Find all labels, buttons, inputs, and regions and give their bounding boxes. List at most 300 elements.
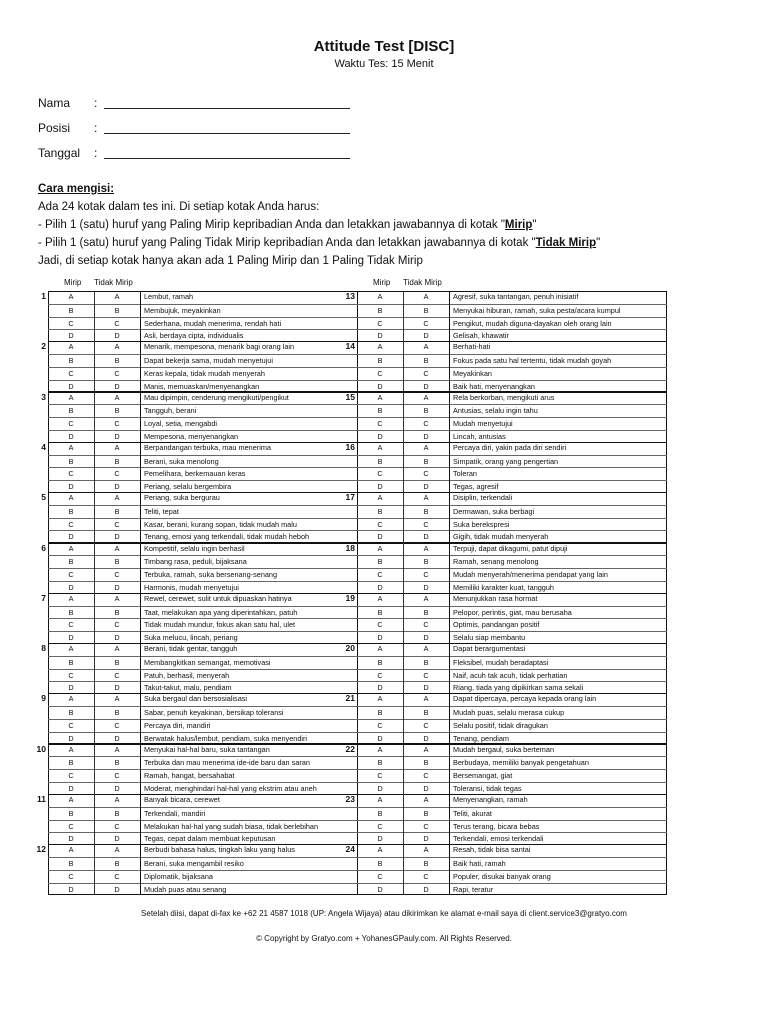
option-description: Pengikut, mudah diguna-dayakan oleh orang lain <box>453 318 612 328</box>
tidak-mirip-option[interactable]: A <box>114 442 120 452</box>
column-divider <box>449 543 450 594</box>
tidak-mirip-option[interactable]: B <box>114 607 120 617</box>
mirip-option[interactable]: B <box>377 808 383 818</box>
tidak-mirip-option[interactable]: C <box>114 720 120 730</box>
option-description: Mudah puas, selalu merasa cukup <box>453 708 565 718</box>
option-description: Memiliki karakter kuat, tangguh <box>453 582 554 592</box>
tidak-mirip-option[interactable]: B <box>423 456 429 466</box>
mirip-option[interactable]: C <box>68 469 74 479</box>
question-block <box>41 592 358 644</box>
tidak-mirip-option[interactable]: C <box>423 670 429 680</box>
mirip-option[interactable]: D <box>377 834 383 844</box>
question-block <box>345 291 667 342</box>
mirip-option[interactable]: C <box>377 670 383 680</box>
mirip-option[interactable]: C <box>377 318 383 328</box>
question-block <box>41 341 358 392</box>
tidak-mirip-option[interactable]: B <box>423 708 429 718</box>
block-number: 11 <box>37 794 46 804</box>
block-number: 1 <box>41 291 46 301</box>
mirip-option[interactable]: A <box>68 593 74 603</box>
mirip-option[interactable]: C <box>68 318 74 328</box>
mirip-option[interactable]: B <box>377 859 383 869</box>
column-divider <box>140 291 141 342</box>
tidak-mirip-option[interactable]: A <box>114 845 120 855</box>
tidak-mirip-option[interactable]: C <box>114 871 120 881</box>
tidak-mirip-option[interactable]: C <box>423 771 429 781</box>
option-description: Membangkitkan semangat, memotivasi <box>144 657 271 667</box>
option-description: Menyukai hiburan, ramah, suka pesta/acara kumpul <box>453 305 621 315</box>
mirip-option[interactable]: C <box>68 368 74 378</box>
tidak-mirip-option[interactable]: C <box>114 620 120 630</box>
option-description: Tenang, pendiam <box>453 733 509 743</box>
tidak-mirip-option[interactable]: D <box>423 884 429 894</box>
option-description: Tidak mudah mundur, fokus akan satu hal, ulet <box>144 620 296 630</box>
mirip-option[interactable]: C <box>377 871 383 881</box>
mirip-option[interactable]: D <box>68 582 74 592</box>
col-header-mirip-right: Mirip <box>373 278 391 287</box>
mirip-option[interactable]: A <box>377 795 383 804</box>
column-divider <box>140 543 141 594</box>
option-description: Periang, suka bergurau <box>144 493 220 503</box>
instructions <box>38 180 738 270</box>
mirip-option[interactable]: B <box>68 657 74 667</box>
tidak-mirip-option[interactable]: C <box>423 720 429 730</box>
tidak-mirip-option[interactable]: B <box>423 607 429 617</box>
mirip-option[interactable]: A <box>377 342 383 352</box>
mirip-option[interactable]: A <box>377 392 383 402</box>
tidak-mirip-option[interactable]: A <box>114 292 120 301</box>
tidak-mirip-option[interactable]: A <box>423 292 429 301</box>
mirip-option[interactable]: B <box>377 657 383 667</box>
tidak-mirip-option[interactable]: A <box>114 593 120 603</box>
tidak-mirip-option[interactable]: A <box>114 493 120 503</box>
tidak-mirip-option[interactable]: C <box>114 519 120 529</box>
column-divider <box>140 492 141 543</box>
date-colon: : <box>94 146 98 160</box>
option-description: Timbang rasa, peduli, bijaksana <box>144 557 247 567</box>
mirip-option[interactable]: C <box>377 419 383 429</box>
tidak-mirip-option[interactable]: D <box>114 431 120 441</box>
mirip-option[interactable]: A <box>68 442 74 452</box>
tidak-mirip-option[interactable]: A <box>423 342 429 352</box>
mirip-option[interactable]: B <box>377 506 383 516</box>
tidak-mirip-option[interactable]: A <box>423 593 429 603</box>
tidak-mirip-option[interactable]: A <box>114 543 120 553</box>
tidak-mirip-option[interactable]: C <box>114 771 120 781</box>
tidak-mirip-option[interactable]: C <box>114 318 120 328</box>
mirip-option[interactable]: B <box>68 758 74 768</box>
mirip-option[interactable]: D <box>68 331 74 341</box>
question-block <box>345 391 667 443</box>
tidak-mirip-option[interactable]: B <box>114 859 120 869</box>
question-block <box>41 542 358 594</box>
column-divider <box>449 643 450 694</box>
tidak-mirip-option[interactable]: B <box>114 708 120 718</box>
instr-2-pre: - Pilih 1 (satu) huruf yang Paling Mirip kepribadian Anda dan letakkan jawabannya di kotak " <box>38 219 505 231</box>
mirip-option[interactable]: A <box>68 292 74 301</box>
tidak-mirip-option[interactable]: A <box>423 644 429 654</box>
option-description: Percaya diri, mandiri <box>144 720 211 730</box>
question-block <box>36 844 358 895</box>
option-description: Berani, suka mengambil resiko <box>144 859 244 869</box>
column-divider <box>449 693 450 744</box>
mirip-option[interactable]: C <box>68 720 74 730</box>
column-divider <box>449 744 450 795</box>
mirip-option[interactable]: A <box>68 845 74 855</box>
mirip-option[interactable]: D <box>68 884 74 894</box>
mirip-option[interactable]: C <box>68 620 74 630</box>
option-description: Rela berkorban, mengikuti arus <box>453 392 555 402</box>
mirip-option[interactable]: A <box>68 744 74 754</box>
mirip-option[interactable]: D <box>68 431 74 441</box>
option-description: Optimis, pandangan positif <box>453 620 540 630</box>
tidak-mirip-option[interactable]: C <box>423 469 429 479</box>
option-description: Patuh, berhasil, menyerah <box>144 670 230 680</box>
block-number: 21 <box>345 693 355 704</box>
mirip-option[interactable]: B <box>68 859 74 869</box>
block-number: 6 <box>41 542 46 553</box>
column-divider <box>94 794 95 845</box>
mirip-option[interactable]: B <box>68 506 74 516</box>
mirip-option[interactable]: A <box>68 392 74 402</box>
mirip-option[interactable]: C <box>377 620 383 630</box>
mirip-option[interactable]: C <box>377 821 383 831</box>
tidak-mirip-option[interactable]: A <box>114 392 120 402</box>
mirip-option[interactable]: D <box>68 683 74 693</box>
mirip-option[interactable]: D <box>68 482 74 492</box>
column-divider <box>449 442 450 493</box>
tidak-mirip-option[interactable]: D <box>423 582 429 592</box>
tidak-mirip-option[interactable]: A <box>423 392 429 402</box>
tidak-mirip-option[interactable]: D <box>114 532 120 542</box>
block-number: 8 <box>41 643 46 654</box>
option-description: Dermawan, suka berbagi <box>453 506 535 516</box>
option-description: Agresif, suka tantangan, penuh inisiatif <box>453 292 579 301</box>
mirip-option[interactable]: C <box>68 519 74 529</box>
tidak-mirip-option[interactable]: B <box>423 859 429 869</box>
tidak-mirip-option[interactable]: C <box>114 821 120 831</box>
option-description: Populer, disukai banyak orang <box>453 871 551 881</box>
mirip-option[interactable]: A <box>68 644 74 654</box>
option-description: Dapat berargumentasi <box>453 644 526 654</box>
mirip-option[interactable]: A <box>377 694 383 704</box>
mirip-option[interactable]: A <box>377 543 383 553</box>
mirip-option[interactable]: C <box>377 720 383 730</box>
column-divider <box>449 492 450 543</box>
mirip-option[interactable]: A <box>68 795 74 804</box>
tidak-mirip-option[interactable]: D <box>114 482 120 492</box>
column-divider <box>449 291 450 342</box>
name-input-line[interactable] <box>104 108 350 109</box>
mirip-option[interactable]: C <box>68 570 74 579</box>
mirip-option[interactable]: B <box>377 708 383 718</box>
column-divider <box>94 341 95 392</box>
instructions-line-2 <box>38 216 738 234</box>
page-title: Attitude Test [DISC] <box>313 38 455 55</box>
tidak-mirip-option[interactable]: B <box>423 657 429 667</box>
col-header-tidak-mirip-right: Tidak Mirip <box>403 278 442 287</box>
column-divider <box>403 492 404 543</box>
mirip-option[interactable]: C <box>377 469 383 479</box>
block-number: 12 <box>36 844 46 855</box>
tidak-mirip-option[interactable]: B <box>114 808 120 818</box>
column-divider <box>140 794 141 845</box>
mirip-option[interactable]: B <box>377 356 383 366</box>
option-description: Suka berekspresi <box>453 519 510 529</box>
tidak-mirip-option[interactable]: D <box>423 733 429 743</box>
mirip-option[interactable]: C <box>377 519 383 529</box>
block-number: 3 <box>41 391 46 402</box>
mirip-option[interactable]: D <box>68 532 74 542</box>
block-number: 9 <box>41 693 46 704</box>
option-description: Ramah, hangat, bersahabat <box>144 771 235 781</box>
mirip-option[interactable]: A <box>377 442 383 452</box>
option-description: Suka melucu, lincah, periang <box>144 633 238 643</box>
mirip-option[interactable]: A <box>377 493 383 503</box>
tidak-mirip-option[interactable]: D <box>423 431 429 441</box>
option-description: Gigih, tidak mudah menyerah <box>453 532 549 542</box>
mirip-option[interactable]: D <box>377 532 383 542</box>
mirip-option[interactable]: B <box>377 758 383 768</box>
question-block <box>41 391 358 443</box>
column-divider <box>403 693 404 744</box>
tidak-mirip-option[interactable]: B <box>423 808 429 818</box>
tidak-mirip-option[interactable]: D <box>423 783 429 793</box>
mirip-option[interactable]: C <box>68 670 74 680</box>
block-number: 20 <box>345 643 355 654</box>
tidak-mirip-option[interactable]: A <box>423 795 429 804</box>
column-divider <box>94 543 95 594</box>
mirip-option[interactable]: D <box>377 884 383 894</box>
tidak-mirip-option[interactable]: D <box>114 582 120 592</box>
tidak-mirip-option[interactable]: D <box>423 381 429 391</box>
tidak-mirip-option[interactable]: A <box>114 744 120 754</box>
tidak-mirip-option[interactable]: B <box>114 506 120 516</box>
mirip-option[interactable]: A <box>68 342 74 352</box>
block-number: 14 <box>345 341 355 352</box>
tidak-mirip-option[interactable]: C <box>423 419 429 429</box>
tidak-mirip-option[interactable]: D <box>423 633 429 643</box>
tidak-mirip-option[interactable]: D <box>423 834 429 844</box>
tidak-mirip-option[interactable]: A <box>423 442 429 452</box>
column-divider <box>94 392 95 443</box>
question-block <box>41 643 358 694</box>
tidak-mirip-option[interactable]: B <box>423 506 429 516</box>
option-description: Meyakinkan <box>453 368 492 378</box>
mirip-option[interactable]: A <box>377 644 383 654</box>
mirip-option[interactable]: D <box>377 733 383 743</box>
tidak-mirip-option[interactable]: B <box>114 456 120 466</box>
tidak-mirip-option[interactable]: D <box>114 381 120 391</box>
tidak-mirip-option[interactable]: D <box>114 884 120 894</box>
tidak-mirip-option[interactable]: B <box>423 557 429 567</box>
tidak-mirip-option[interactable]: B <box>423 356 429 366</box>
mirip-option[interactable]: A <box>68 694 74 704</box>
column-divider <box>403 643 404 694</box>
option-description: Melakukan hal-hal yang sudah biasa, tidak berlebihan <box>144 821 319 831</box>
tidak-mirip-option[interactable]: D <box>114 633 120 643</box>
tidak-mirip-option[interactable]: C <box>423 620 429 630</box>
tidak-mirip-option[interactable]: A <box>423 543 429 553</box>
tidak-mirip-option[interactable]: D <box>114 331 120 341</box>
column-divider <box>140 341 141 392</box>
tidak-mirip-option[interactable]: B <box>423 305 429 315</box>
question-block <box>345 592 667 644</box>
question-block <box>345 794 667 845</box>
tidak-mirip-option[interactable]: D <box>114 834 120 844</box>
tidak-mirip-option[interactable]: C <box>423 570 429 579</box>
tidak-mirip-option[interactable]: A <box>114 795 120 804</box>
mirip-option[interactable]: C <box>68 821 74 831</box>
footer-submit-note: Setelah diisi, dapat di-fax ke +62 21 4587 1018 (UP: Angela Wijaya) atau dikirimkan ke alamat e-mail saya di client.service3@gratyo.com <box>141 909 627 918</box>
mirip-option[interactable]: B <box>68 557 74 567</box>
mirip-option[interactable]: C <box>68 871 74 881</box>
tidak-mirip-option[interactable]: C <box>423 519 429 529</box>
tidak-mirip-option[interactable]: B <box>114 758 120 768</box>
option-description: Berpandangan terbuka, mau menerima <box>144 442 271 452</box>
question-block <box>345 693 667 744</box>
column-divider <box>403 442 404 493</box>
option-description: Mudah bergaul, suka berteman <box>453 744 555 754</box>
position-colon: : <box>94 121 98 135</box>
mirip-option[interactable]: B <box>68 607 74 617</box>
tidak-mirip-option[interactable]: B <box>423 758 429 768</box>
option-description: Taat, melakukan apa yang diperintahkan, patuh <box>144 607 298 617</box>
tidak-mirip-option[interactable]: C <box>423 318 429 328</box>
mirip-option[interactable]: C <box>377 368 383 378</box>
option-description: Banyak bicara, cerewet <box>144 795 220 804</box>
tidak-mirip-option[interactable]: D <box>114 733 120 743</box>
tidak-mirip-option[interactable]: A <box>114 694 120 704</box>
option-description: Mudah menyerah/menerima pendapat yang lain <box>453 570 608 579</box>
mirip-option[interactable]: B <box>377 305 383 315</box>
tidak-mirip-option[interactable]: D <box>423 331 429 341</box>
col-header-mirip-left: Mirip <box>64 278 82 287</box>
mirip-option[interactable]: C <box>377 570 383 579</box>
tidak-mirip-option[interactable]: B <box>114 657 120 667</box>
mirip-option[interactable]: D <box>68 783 74 793</box>
tidak-mirip-option[interactable]: A <box>423 845 429 855</box>
tidak-mirip-option[interactable]: C <box>423 871 429 881</box>
column-divider <box>94 844 95 895</box>
tidak-mirip-option[interactable]: D <box>423 482 429 492</box>
tidak-mirip-option[interactable]: D <box>423 532 429 542</box>
column-divider <box>94 643 95 694</box>
tidak-mirip-option[interactable]: A <box>114 342 120 352</box>
mirip-option[interactable]: B <box>68 305 74 315</box>
option-description: Loyal, setia, mengabdi <box>144 419 218 429</box>
position-input-line[interactable] <box>104 133 350 134</box>
option-description: Ramah, senang menolong <box>453 557 539 567</box>
mirip-option[interactable]: B <box>68 808 74 818</box>
option-description: Riang, tiada yang dipikirkan sama sekali <box>453 683 584 693</box>
tidak-mirip-option[interactable]: A <box>423 493 429 503</box>
mirip-option[interactable]: A <box>377 292 383 301</box>
question-block <box>41 693 358 744</box>
option-description: Berani, tidak gentar, tangguh <box>144 644 238 654</box>
tidak-mirip-option[interactable]: B <box>114 557 120 567</box>
tidak-mirip-option[interactable]: C <box>114 419 120 429</box>
mirip-option[interactable]: C <box>68 771 74 781</box>
tidak-mirip-option[interactable]: B <box>114 406 120 416</box>
mirip-option[interactable]: D <box>377 431 383 441</box>
column-divider <box>403 341 404 392</box>
mirip-option[interactable]: A <box>377 845 383 855</box>
tidak-mirip-option[interactable]: C <box>114 469 120 479</box>
tidak-mirip-option[interactable]: C <box>114 368 120 378</box>
mirip-option[interactable]: D <box>68 834 74 844</box>
mirip-option[interactable]: B <box>377 557 383 567</box>
mirip-option[interactable]: B <box>68 356 74 366</box>
question-block <box>41 441 358 493</box>
option-description: Tenang, emosi yang terkendali, tidak mudah heboh <box>144 532 310 542</box>
instructions-line-4: Jadi, di setiap kotak hanya akan ada 1 Paling Mirip dan 1 Paling Tidak Mirip <box>38 255 423 267</box>
mirip-option[interactable]: D <box>377 582 383 592</box>
tidak-mirip-option[interactable]: D <box>114 683 120 693</box>
mirip-option[interactable]: D <box>377 331 383 341</box>
tidak-mirip-option[interactable]: A <box>114 644 120 654</box>
mirip-option[interactable]: B <box>68 406 74 416</box>
option-description: Naif, acuh tak acuh, tidak perhatian <box>453 670 568 680</box>
mirip-option[interactable]: C <box>68 419 74 429</box>
mirip-option[interactable]: D <box>377 381 383 391</box>
block-number: 13 <box>345 291 355 301</box>
mirip-option[interactable]: A <box>68 543 74 553</box>
tidak-mirip-option[interactable]: C <box>114 570 120 579</box>
mirip-option[interactable]: D <box>68 633 74 643</box>
tidak-mirip-option[interactable]: D <box>423 683 429 693</box>
mirip-option[interactable]: B <box>68 708 74 718</box>
tidak-mirip-option[interactable]: B <box>423 406 429 416</box>
mirip-option[interactable]: B <box>377 406 383 416</box>
option-description: Antusias, selalu ingin tahu <box>453 406 538 416</box>
tidak-mirip-option[interactable]: D <box>114 783 120 793</box>
mirip-option[interactable]: C <box>377 771 383 781</box>
tidak-mirip-option[interactable]: A <box>423 744 429 754</box>
tidak-mirip-option[interactable]: B <box>114 305 120 315</box>
tidak-mirip-option[interactable]: C <box>114 670 120 680</box>
mirip-option[interactable]: A <box>68 493 74 503</box>
option-description: Teliti, akurat <box>453 808 492 818</box>
block-number: 16 <box>345 441 355 452</box>
tidak-mirip-option[interactable]: B <box>114 356 120 366</box>
tidak-mirip-option[interactable]: C <box>423 821 429 831</box>
option-description: Terkendali, emosi terkendali <box>453 834 544 844</box>
question-block <box>36 743 358 795</box>
mirip-option[interactable]: D <box>377 683 383 693</box>
mirip-option[interactable]: A <box>377 744 383 754</box>
tidak-mirip-option[interactable]: A <box>423 694 429 704</box>
mirip-option[interactable]: D <box>68 381 74 391</box>
block-number: 2 <box>41 341 46 352</box>
option-description: Fleksibel, mudah beradaptasi <box>453 657 549 667</box>
question-block <box>41 291 358 342</box>
mirip-option[interactable]: D <box>377 482 383 492</box>
mirip-option[interactable]: B <box>377 456 383 466</box>
option-description: Tangguh, berani <box>144 406 197 416</box>
option-description: Terbuka, ramah, suka bersenang-senang <box>144 570 278 579</box>
mirip-option[interactable]: D <box>68 733 74 743</box>
mirip-option[interactable]: A <box>377 593 383 603</box>
tidak-mirip-option[interactable]: C <box>423 368 429 378</box>
option-description: Pelopor, perintis, giat, mau berusaha <box>453 607 572 617</box>
date-input-line[interactable] <box>104 158 350 159</box>
mirip-option[interactable]: D <box>377 633 383 643</box>
option-description: Berwatak halus/lembut, pendiam, suka menyendiri <box>144 733 308 743</box>
mirip-option[interactable]: B <box>68 456 74 466</box>
mirip-option[interactable]: D <box>377 783 383 793</box>
mirip-option[interactable]: B <box>377 607 383 617</box>
